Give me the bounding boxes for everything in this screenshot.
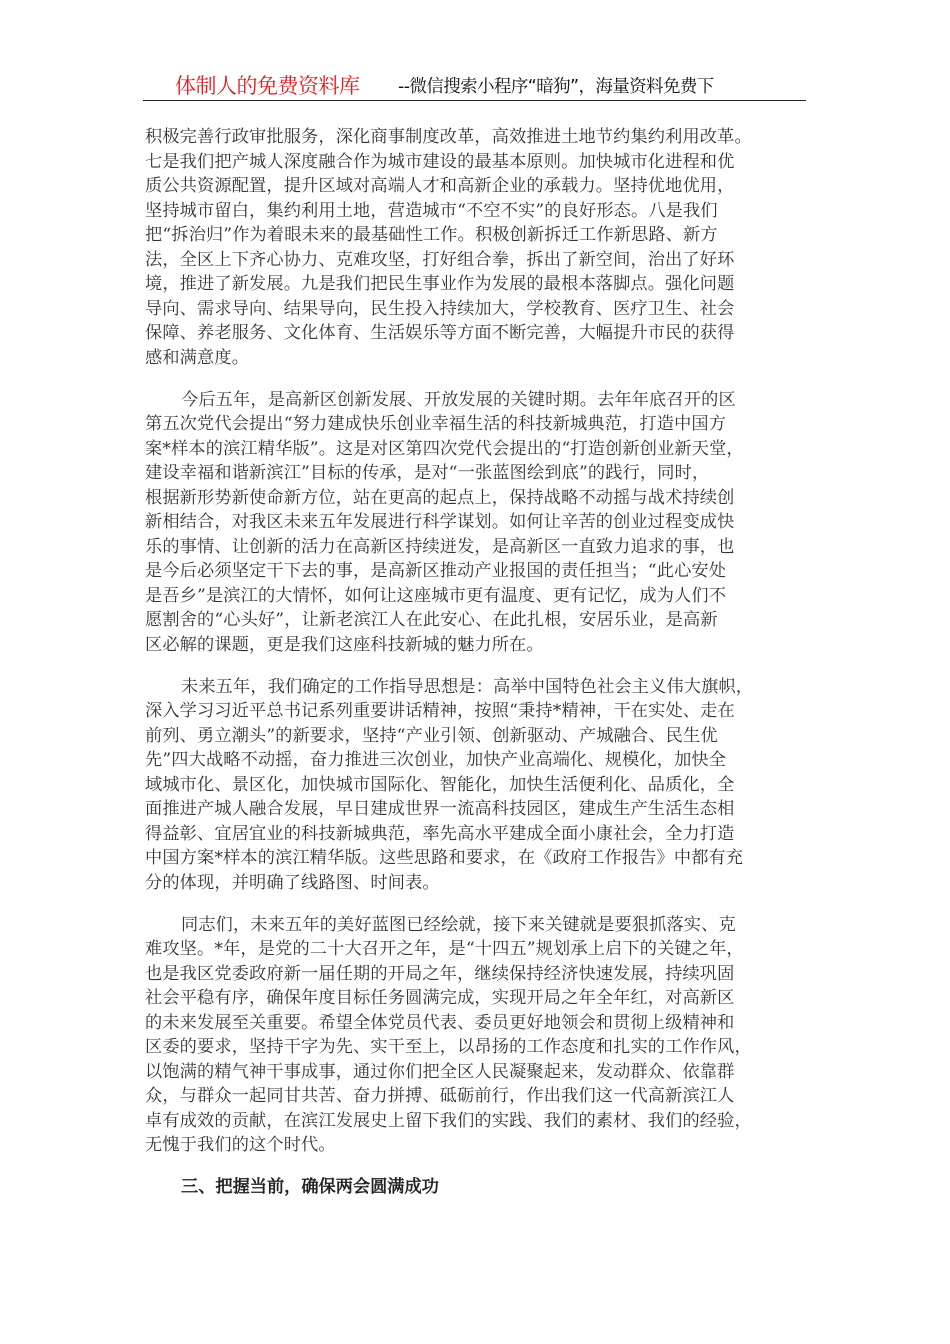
paragraph-line: 前列、勇立潮头”的新要求，坚持“产业引领、创新驱动、产城融合、民生优 [145,725,718,746]
paragraph-line: 把“拆治归”作为着眼未来的最基础性工作。积极创新拆迁工作新思路、新方 [145,225,718,245]
paragraph-line: 今后五年，是高新区创新发展、开放发展的关键时期。去年年底召开的区 [181,389,736,410]
paragraph-line: 第五次党代会提出“努力建成快乐创业幸福生活的科技新城典范，打造中国方 [145,414,727,434]
paragraph-line: 分的体现，并明确了线路图、时间表。 [145,872,440,893]
paragraph [145,913,815,1158]
paragraph-line: 难攻坚。*年，是党的二十大召开之年，是“十四五”规划承上启下的关键之年， [145,939,744,959]
paragraph-line: 中国方案*样本的滨江精华版。这些思路和要求，在《政府工作报告》中都有充 [145,848,744,868]
paragraph-line: 愿割舍的“心头好”，让新老滨江人在此安心、在此扎根，安居乐业，是高新 [145,610,718,630]
paragraph-line: 积极完善行政审批服务，深化商事制度改革，高效推进土地节约集约利用改革。 [145,127,752,147]
paragraph-line: 坚持城市留白，集约利用土地，营造城市“不空不实”的良好形态。八是我们 [145,200,718,221]
section-heading: 三、把握当前，确保两会圆满成功 [181,1177,439,1197]
paragraph-line: 得益彰、宜居宜业的科技新城典范，率先高水平建成全面小康社会，全力打造 [145,823,735,844]
paragraph-line: 保障、养老服务、文化体育、生活娱乐等方面不断完善，大幅提升市民的获得 [145,323,735,343]
paragraph-line: 区委的要求，坚持干字为先、实干至上，以昂扬的工作态度和扎实的工作作风， [145,1037,752,1057]
paragraph-line: 深入学习习近平总书记系列重要讲话精神，按照“秉持*精神，干在实处、走在 [145,701,735,721]
paragraph [145,388,815,658]
paragraph-line: 导向、需求导向、结果导向，民生投入持续加大，学校教育、医疗卫生、社会 [145,298,735,319]
paragraph-line: 是今后必须坚定干下去的事，是高新区推动产业报国的责任担当；“此心安处 [145,561,727,581]
paragraph [145,125,815,370]
paragraph-line: 的未来发展至关重要。希望全体党员代表、委员更好地领会和贯彻上级精神和 [145,1012,735,1033]
header-tagline: --微信搜索小程序“暗狗”，海量资料免费下 [398,77,714,97]
paragraph-line: 是吾乡”是滨江的大情怀，如何让这座城市更有温度、更有记忆，成为人们不 [145,585,727,606]
paragraph-line: 社会平稳有序，确保年度目标任务圆满完成，实现开局之年全年红，对高新区 [145,988,735,1008]
paragraph [145,675,815,896]
paragraph-line: 法，全区上下齐心协力、克难攻坚，打好组合拳，拆出了新空间，治出了好环 [145,249,735,270]
paragraph-line: 面推进产城人融合发展，早日建成世界一流高科技园区，建成生产生活生态相 [145,799,735,819]
paragraph-line: 众，与群众一起同甘共苦、奋力拼搏、砥砺前行，作出我们这一代高新滨江人 [145,1086,735,1106]
paragraph-line: 先”四大战略不动摇，奋力推进三次创业，加快产业高端化、规模化，加快全 [145,750,727,770]
paragraph-line: 也是我区党委政府新一届任期的开局之年，继续保持经济快速发展，持续巩固 [145,963,735,984]
paragraph-line: 域城市化、景区化，加快城市国际化、智能化，加快生活便利化、品质化，全 [145,774,735,795]
header-brand: 体制人的免费资料库 [175,74,360,98]
paragraph-line: 根据新形势新使命新方位，站在更高的起点上，保持战略不动摇与战术持续创 [145,487,735,508]
paragraph-line: 以饱满的精气神干事成事，通过你们把全区人民凝聚起来，发动群众、依靠群 [145,1061,735,1082]
paragraph-line: 案*样本的滨江精华版”。这是对区第四次党代会提出的“打造创新创业新天堂， [145,438,744,459]
paragraph-line: 同志们，未来五年的美好蓝图已经绘就，接下来关键就是要狠抓落实、克 [181,914,736,935]
document-body [145,125,815,1200]
paragraph-line: 境，推进了新发展。九是我们把民生事业作为发展的最根本落脚点。强化问题 [145,274,735,294]
paragraph-line: 新相结合，对我区未来五年发展进行科学谋划。如何让辛苦的创业过程变成快 [145,512,735,532]
page-header [143,68,806,101]
paragraph-line: 无愧于我们的这个时代。 [145,1135,336,1155]
paragraph-line: 建设幸福和谐新滨江”目标的传承，是对“一张蓝图绘到底”的践行，同时， [145,463,710,483]
paragraph-line: 区必解的课题，更是我们这座科技新城的魅力所在。 [145,634,544,655]
paragraph-line: 感和满意度。 [145,347,250,368]
paragraph-line: 七是我们把产城人深度融合作为城市建设的最基本原则。加快城市化进程和优 [145,151,735,172]
paragraph-line: 未来五年，我们确定的工作指导思想是：高举中国特色社会主义伟大旗帜， [181,676,754,697]
paragraph-line: 卓有成效的贡献，在滨江发展史上留下我们的实践、我们的素材、我们的经验， [145,1110,752,1131]
paragraph-line: 乐的事情、让创新的活力在高新区持续迸发，是高新区一直致力追求的事，也 [145,536,735,557]
paragraph-line: 质公共资源配置，提升区域对高端人才和高新企业的承载力。坚持优地优用， [145,176,735,196]
